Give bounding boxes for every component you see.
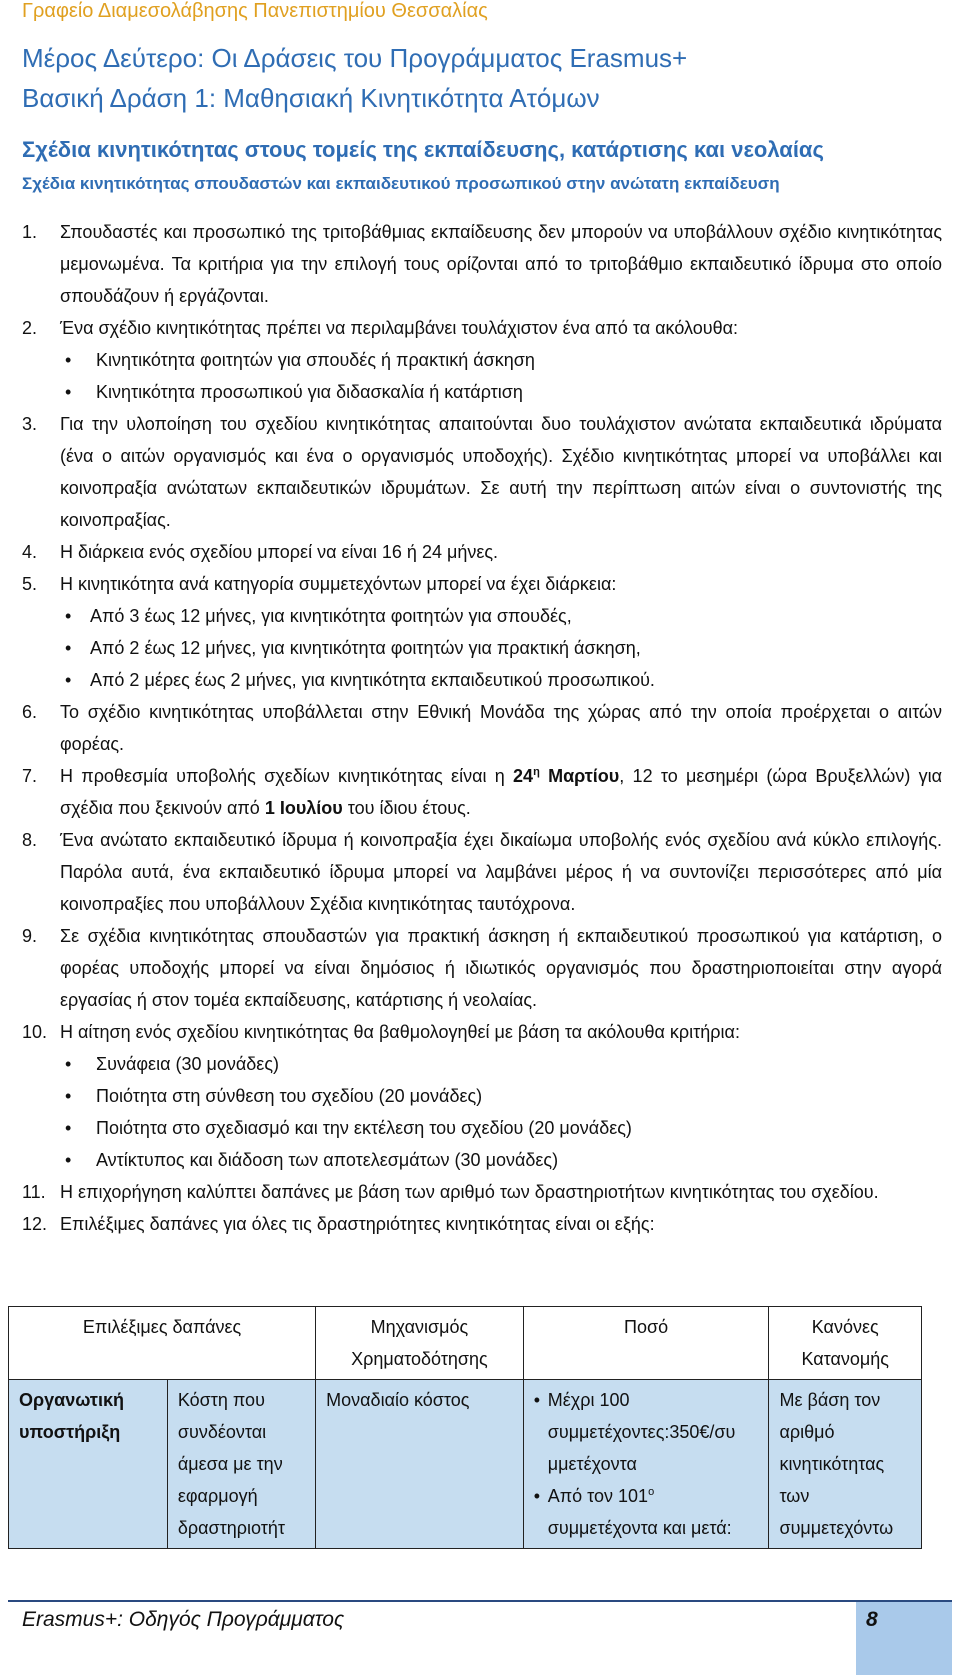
amount-bullet: • Μέχρι 100 συμμετέχοντες:350€/συ μμετέχοντα: [534, 1384, 759, 1480]
item-text: Επιλέξιμες δαπάνες για όλες τις δραστηριότητες κινητικότητας είναι οι εξής:: [60, 1214, 655, 1234]
list-item: [22, 408, 942, 536]
item-number: 11.: [22, 1182, 46, 1202]
list-item: [22, 1176, 942, 1208]
item-text-part: του ίδιου έτους.: [342, 798, 471, 818]
bullet-item: • Από 2 έως 12 μήνες, για κινητικότητα φοιτητών για πρακτική άσκηση,: [22, 632, 942, 664]
table-row: [9, 1380, 922, 1549]
list-item: [22, 536, 942, 568]
header-eligible-costs: Επιλέξιμες δαπάνες: [9, 1307, 316, 1380]
list-item: [22, 920, 942, 1016]
item-text: Η διάρκεια ενός σχεδίου μπορεί να είναι 16 ή 24 μήνες.: [60, 542, 499, 562]
bullet-item: • Κινητικότητα φοιτητών για σπουδές ή πρακτική άσκηση: [22, 344, 942, 376]
header-funding-mechanism: Μηχανισμός Χρηματοδότησης: [316, 1307, 524, 1380]
item-text: Σπουδαστές και προσωπικό της τριτοβάθμιας εκπαίδευσης δεν μπορούν να υποβάλλουν σχέδιο κινητικότητας μεμονωμένα. Τα κριτήρια για την επιλογή τους ορίζονται από το τριτοβάθμιο εκπαιδευτικό ίδρυμα στο οποίο σπουδάζουν ή εργάζονται.: [60, 222, 942, 306]
list-item: [22, 696, 942, 760]
item-number: 9.: [22, 926, 38, 946]
bullet-item: • Συνάφεια (30 μονάδες): [22, 1048, 942, 1080]
cell-description: Κόστη που συνδέονται άμεσα με την εφαρμογή δραστηριοτήτ: [167, 1380, 315, 1549]
numbered-list: [22, 216, 942, 1240]
page-number: 8: [866, 1608, 878, 1631]
item-number: 8.: [22, 830, 38, 850]
list-item: [22, 1208, 942, 1240]
item-text: Ένα ανώτατο εκπαιδευτικό ίδρυμα ή κοινοπραξία έχει δικαίωμα υποβολής ενός σχεδίου ανά κύκλο επιλογής. Παρόλα αυτά, ένα εκπαιδευτικό ίδρυμα μπορεί να λαμβάνει μέρος ή να συντονίζει περισσότερες από μία κοινοπραξίες που υποβάλλουν Σχέδια κινητικότητας ταυτόχρονα.: [60, 830, 942, 914]
item-text: Το σχέδιο κινητικότητας υποβάλλεται στην Εθνική Μονάδα της χώρας από την οποία προέρχεται ο αιτών φορέας.: [60, 702, 942, 754]
ordinal-suffix: ο: [648, 1486, 655, 1498]
amount-bullet: [534, 1480, 759, 1544]
section-heading: Σχέδια κινητικότητας στους τομείς της εκπαίδευσης, κατάρτισης και νεολαίας: [22, 137, 824, 162]
header-amount: Ποσό: [523, 1307, 769, 1380]
cell-category: Οργανωτική υποστήριξη: [9, 1380, 168, 1549]
start-date: 1 Ιουλίου: [264, 798, 343, 818]
item-text: Για την υλοποίηση του σχεδίου κινητικότητας απαιτούνται δυο τουλάχιστον ανώτατα εκπαιδευτικά ιδρύματα (ένα ο αιτών οργανισμός και ένα ο οργανισμός υποδοχής). Σχέδιο κινητικότητας μπορεί να υποβάλλει και κοινοπραξία ανώτατων εκπαιδευτικών ιδρυμάτων. Σε αυτή την περίπτωση αιτών είναι ο συντονιστής της κοινοπραξίας.: [60, 414, 942, 530]
item-number: 10.: [22, 1022, 48, 1042]
bullet-item: • Από 2 μέρες έως 2 μήνες, για κινητικότητα εκπαιδευτικού προσωπικού.: [22, 664, 942, 696]
part-title-line-1: Μέρος Δεύτερο: Οι Δράσεις του Προγράμματος Erasmus+: [22, 43, 688, 73]
item-number: 1.: [22, 222, 38, 242]
item-number: 3.: [22, 414, 38, 434]
footer-guide-title: Erasmus+: Οδηγός Προγράμματος: [22, 1608, 345, 1631]
amount-text: συμμετέχοντα και μετά:: [547, 1518, 732, 1538]
list-item: [22, 568, 942, 600]
item-number: 12.: [22, 1214, 48, 1234]
bullet-item: • Ποιότητα στο σχεδιασμό και την εκτέλεση του σχεδίου (20 μονάδες): [22, 1112, 942, 1144]
bullet-item: • Κινητικότητα προσωπικού για διδασκαλία ή κατάρτιση: [22, 376, 942, 408]
item-number: 5.: [22, 574, 38, 594]
list-item: [22, 760, 942, 824]
item-number: 2.: [22, 318, 38, 338]
item-number: 4.: [22, 542, 38, 562]
deadline-month: Μαρτίου: [539, 766, 620, 786]
item-text-part: Η προθεσμία υποβολής σχεδίων κινητικότητας είναι η: [60, 766, 514, 786]
list-item: [22, 824, 942, 920]
cell-rules: Με βάση τον αριθμό κινητικότητας των συμμετεχόντω: [769, 1380, 922, 1549]
cell-mechanism: Μοναδιαίο κόστος: [316, 1380, 524, 1549]
organization-header: Γραφείο Διαμεσολάβησης Πανεπιστημίου Θεσσαλίας: [22, 0, 488, 22]
deadline-day: 24: [513, 766, 534, 786]
item-text: Η κινητικότητα ανά κατηγορία συμμετεχόντων μπορεί να έχει διάρκεια:: [60, 574, 617, 594]
item-text: Σε σχέδια κινητικότητας σπουδαστών για πρακτική άσκηση ή εκπαιδευτικού προσωπικού για κατάρτιση, ο φορέας υποδοχής μπορεί να είναι δημόσιος ή ιδιωτικός οργανισμός που δραστηριοποιείται στην αγορά εργασίας ή στον τομέα εκπαίδευσης, κατάρτισης ή νεολαίας.: [60, 926, 942, 1010]
part-title: [22, 38, 687, 118]
footer-divider: [8, 1600, 952, 1602]
list-item: [22, 1016, 942, 1048]
list-item: [22, 312, 942, 344]
part-title-line-2: Βασική Δράση 1: Μαθησιακή Κινητικότητα Ατόμων: [22, 83, 600, 113]
cell-amount: [523, 1380, 769, 1549]
table-header-row: [9, 1307, 922, 1380]
deadline-day-suffix: η: [533, 766, 540, 778]
eligible-costs-table: [8, 1306, 922, 1549]
header-allocation-rules: Κανόνες Κατανομής: [769, 1307, 922, 1380]
subsection-heading: Σχέδια κινητικότητας σπουδαστών και εκπαιδευτικού προσωπικού στην ανώτατη εκπαίδευση: [22, 174, 780, 193]
bullet-item: • Αντίκτυπος και διάδοση των αποτελεσμάτων (30 μονάδες): [22, 1144, 942, 1176]
amount-text: Από τον 101: [547, 1486, 649, 1506]
item-text: Η αίτηση ενός σχεδίου κινητικότητας θα βαθμολογηθεί με βάση τα ακόλουθα κριτήρια:: [60, 1022, 740, 1042]
item-text-part: , 12 το μεσημέρι (ώρα Βρυξελλών) για σχέδια που ξεκινούν από: [60, 766, 942, 818]
item-text: Ένα σχέδιο κινητικότητας πρέπει να περιλαμβάνει τουλάχιστον ένα από τα ακόλουθα:: [60, 318, 739, 338]
list-item: [22, 216, 942, 312]
item-text: Η επιχορήγηση καλύπτει δαπάνες με βάση των αριθμό των δραστηριοτήτων κινητικότητας του σχεδίου.: [60, 1182, 879, 1202]
bullet-item: • Από 3 έως 12 μήνες, για κινητικότητα φοιτητών για σπουδές,: [22, 600, 942, 632]
bullet-item: • Ποιότητα στη σύνθεση του σχεδίου (20 μονάδες): [22, 1080, 942, 1112]
item-number: 6.: [22, 702, 38, 722]
item-number: 7.: [22, 766, 38, 786]
